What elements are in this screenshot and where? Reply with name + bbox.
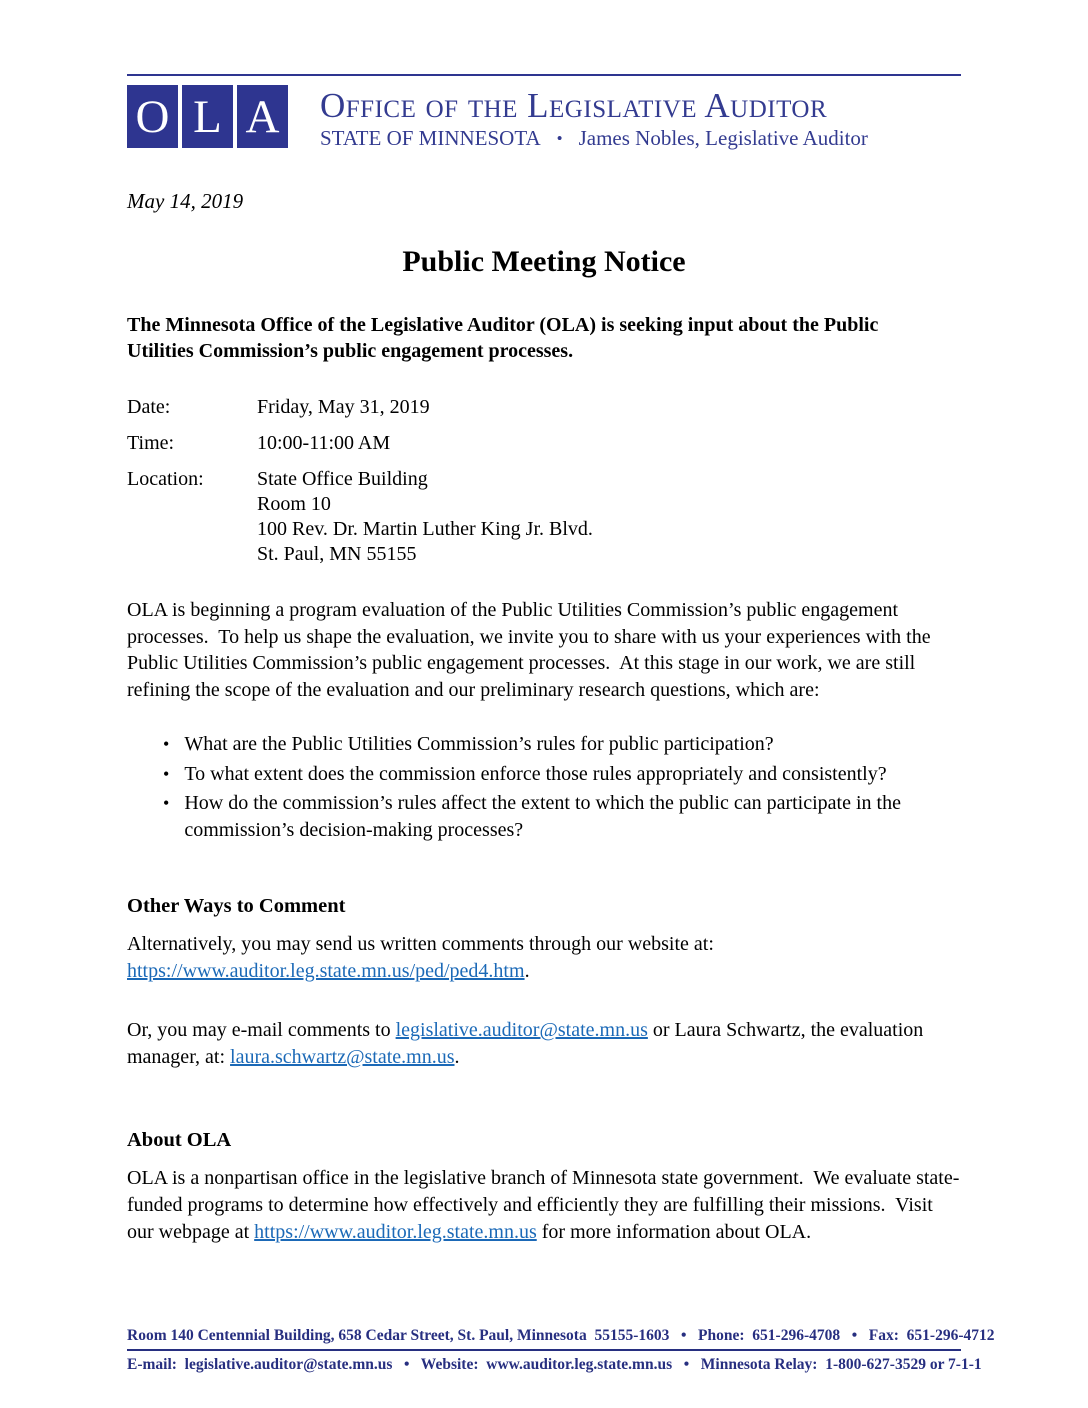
letterhead — [127, 85, 961, 151]
ola-webpage-link[interactable]: https://www.auditor.leg.state.mn.us — [254, 1221, 537, 1243]
research-questions-list — [127, 731, 961, 843]
detail-value-location — [257, 467, 593, 567]
letterhead-footer — [127, 1326, 995, 1375]
detail-row-time — [127, 431, 961, 456]
org-name: Office of the Legislative Auditor — [320, 86, 828, 125]
footer-email-website-relay: E-mail: legislative.auditor@state.mn.us • Website: www.auditor.leg.state.mn.us • Minnesota Relay: 1-800-627-3529 or 7-1-1 — [127, 1356, 982, 1373]
about-ola-paragraph — [127, 1165, 961, 1246]
research-question-3: How do the commission’s rules affect the extent to which the public can participate in the commission’s decision-making processes? — [184, 792, 901, 841]
footer-divider-rule — [127, 1349, 961, 1351]
location-line-building: State Office Building — [257, 468, 428, 490]
letterhead-top-rule — [127, 74, 961, 76]
website-comment-text: Alternatively, you may send us written comments through our website at: — [127, 933, 719, 955]
intro-paragraph: The Minnesota Office of the Legislative Auditor (OLA) is seeking input about the Public Utilities Commission’s public engagement processes. — [127, 314, 884, 362]
org-state: STATE OF MINNESOTA — [320, 126, 541, 150]
org-subtitle — [320, 126, 868, 151]
detail-row-location — [127, 467, 961, 567]
bullet-separator: • — [556, 129, 563, 148]
ola-logo-letter-l: L — [182, 85, 233, 148]
bullet-icon: • — [163, 763, 170, 784]
bullet-icon: • — [163, 793, 170, 813]
research-question-1: What are the Public Utilities Commission’s rules for public participation? — [184, 733, 774, 755]
location-line-street: 100 Rev. Dr. Martin Luther King Jr. Blvd. — [257, 518, 593, 540]
document-body — [0, 189, 1088, 1246]
about-text-after: for more information about OLA. — [536, 1221, 812, 1243]
org-auditor-name: James Nobles, Legislative Auditor — [578, 126, 868, 150]
detail-label-location: Location: — [127, 468, 204, 490]
about-text-before: OLA is a nonpartisan office in the legislative branch of Minnesota state government. We evaluate state-funded programs to determine how effectively and efficiently they are fulfilling their missions. Visit our webpage at — [127, 1167, 960, 1243]
research-question-2: To what extent does the commission enforce those rules appropriately and consistently? — [184, 762, 887, 785]
document-date: May 14, 2019 — [127, 189, 244, 213]
evaluation-paragraph: OLA is beginning a program evaluation of the Public Utilities Commission’s public engagement processes. To help us shape the evaluation, we invite you to share with us your experiences with the Public Utilities Commission’s public engagement processes. At this stage in our work, we are still refining the scope of the evaluation and our preliminary research questions, which are: — [127, 599, 936, 701]
location-line-city: St. Paul, MN 55155 — [257, 543, 417, 565]
ola-logo — [127, 85, 288, 148]
detail-value-date: Friday, May 31, 2019 — [257, 396, 430, 418]
section-heading-other-ways: Other Ways to Comment — [127, 895, 346, 917]
detail-row-date — [127, 395, 961, 420]
detail-label-time: Time: — [127, 432, 175, 454]
org-identity — [320, 85, 868, 151]
bullet-icon: • — [163, 734, 170, 754]
detail-label-date: Date: — [127, 396, 171, 418]
legislative-auditor-email-link[interactable]: legislative.auditor@state.mn.us — [395, 1019, 648, 1041]
sentence-period: . — [524, 960, 530, 982]
website-comment-paragraph — [127, 931, 961, 985]
email-comment-text-middle: or Laura Schwartz, the evaluation manager, at: — [127, 1019, 929, 1068]
ola-logo-letter-o: O — [127, 85, 178, 148]
website-comment-link[interactable]: https://www.auditor.leg.state.mn.us/ped/ped4.htm — [127, 960, 525, 982]
section-heading-about-ola: About OLA — [127, 1129, 232, 1151]
email-comment-text-before: Or, you may e-mail comments to — [127, 1019, 396, 1041]
detail-value-time: 10:00-11:00 AM — [257, 432, 391, 454]
page-title: Public Meeting Notice — [402, 245, 686, 278]
list-item — [163, 731, 961, 758]
sentence-period: . — [454, 1046, 460, 1068]
email-comment-paragraph — [127, 1017, 961, 1071]
location-line-room: Room 10 — [257, 493, 331, 515]
list-item — [163, 761, 961, 788]
meeting-details — [127, 395, 961, 567]
ola-logo-letter-a: A — [237, 85, 288, 148]
list-item — [163, 790, 961, 843]
laura-schwartz-email-link[interactable]: laura.schwartz@state.mn.us — [230, 1046, 455, 1068]
footer-address-phone-fax: Room 140 Centennial Building, 658 Cedar Street, St. Paul, Minnesota 55155-1603 • Phone: 651-296-4708 • Fax: 651-296-4712 — [127, 1327, 995, 1344]
